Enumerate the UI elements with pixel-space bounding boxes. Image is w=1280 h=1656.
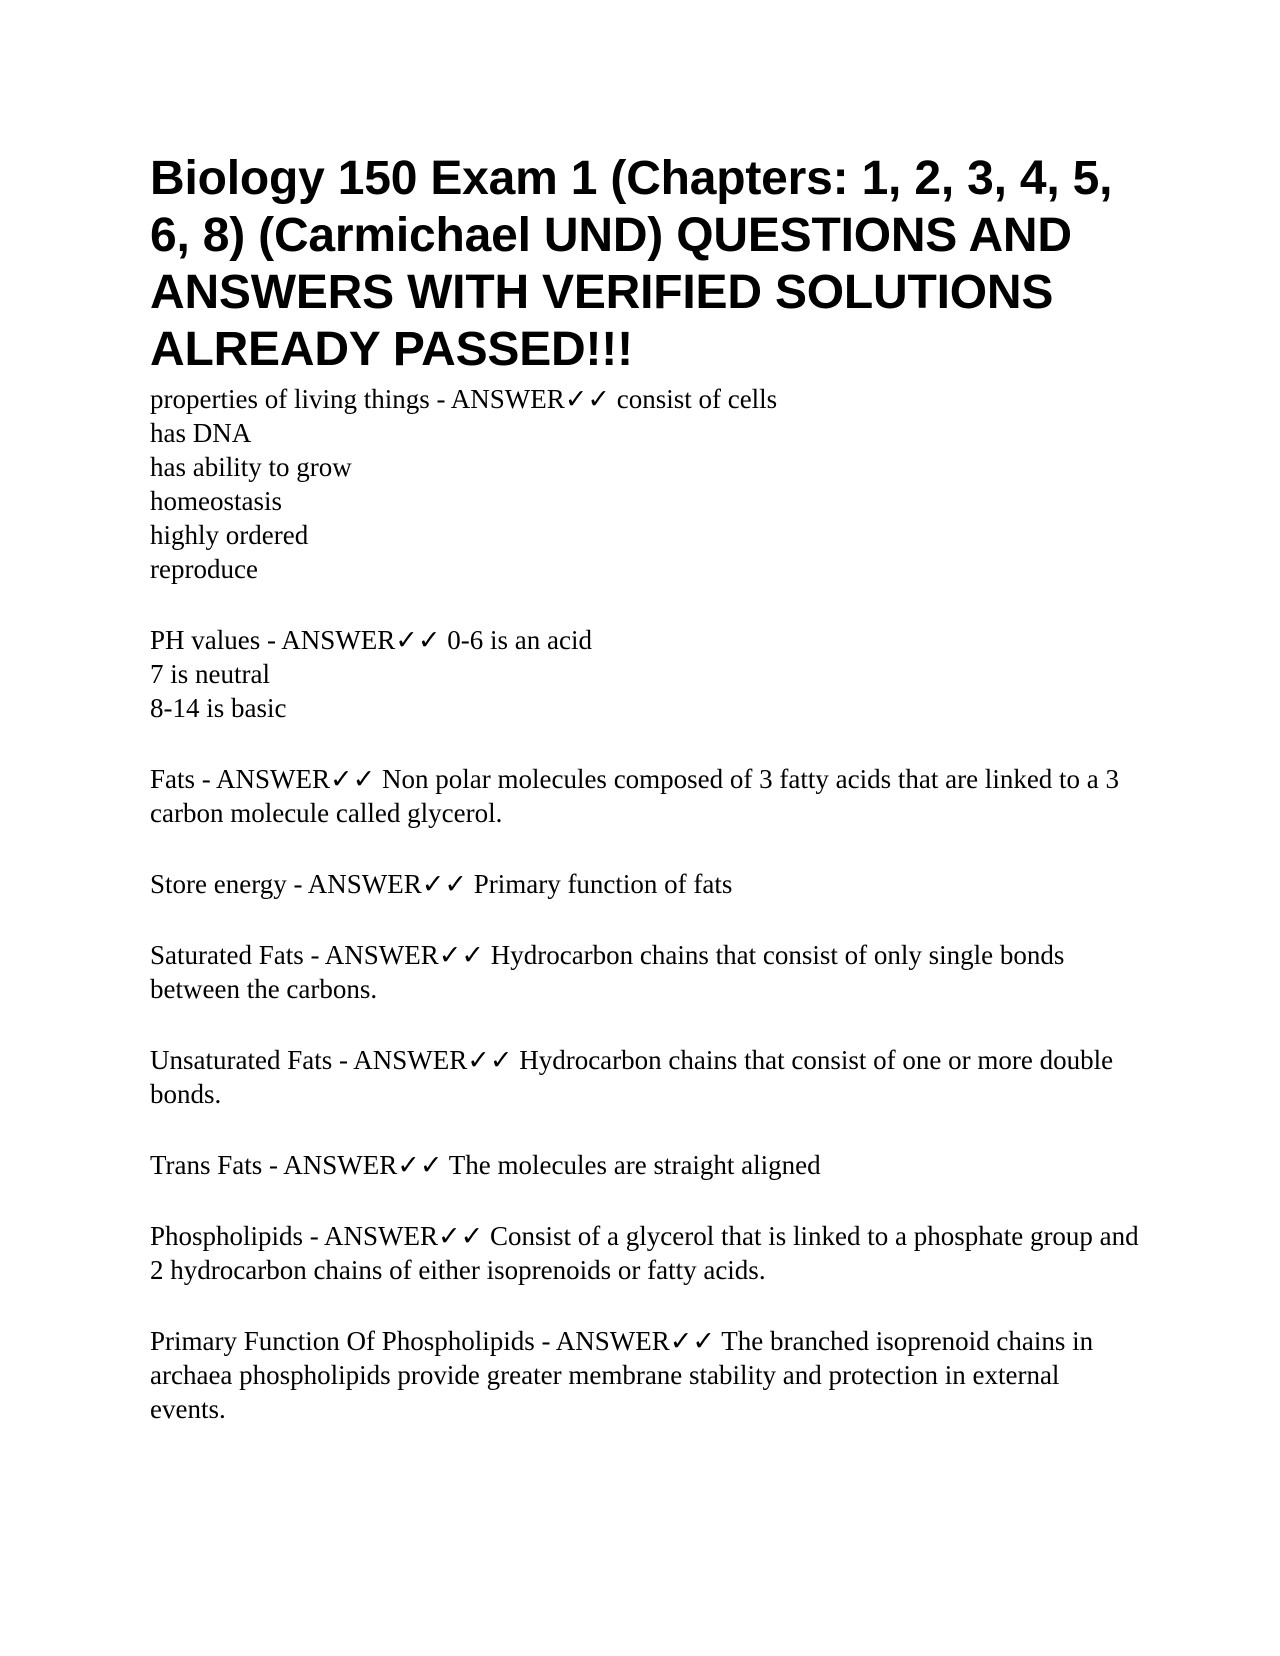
- qa-line: Phospholipids - ANSWER✓✓ Consist of a glycerol that is linked to a phosphate group and 2 hydrocarbon chains of either isoprenoids or fatty acids.: [150, 1221, 1139, 1285]
- qa-line: Saturated Fats - ANSWER✓✓ Hydrocarbon chains that consist of only single bonds between the carbons.: [150, 940, 1065, 1004]
- qa-line: Primary Function Of Phospholipids - ANSWER✓✓ The branched isoprenoid chains in archaea phospholipids provide greater membrane stability and protection in external events.: [150, 1326, 1094, 1424]
- qa-item-phospholipids: [150, 1219, 1140, 1287]
- qa-list: [150, 382, 1140, 1426]
- qa-line: highly ordered: [150, 520, 309, 550]
- qa-line: Unsaturated Fats - ANSWER✓✓ Hydrocarbon chains that consist of one or more double bonds.: [150, 1045, 1114, 1109]
- qa-item-fats: [150, 762, 1140, 830]
- qa-line: homeostasis: [150, 486, 282, 516]
- qa-line: has ability to grow: [150, 452, 352, 482]
- qa-item-unsaturated-fats: [150, 1043, 1140, 1111]
- qa-line: Trans Fats - ANSWER✓✓ The molecules are straight aligned: [150, 1150, 821, 1180]
- qa-line: 7 is neutral: [150, 659, 270, 689]
- document-title: Biology 150 Exam 1 (Chapters: 1, 2, 3, 4, 5, 6, 8) (Carmichael UND) QUESTIONS AND ANSWERS WITH VERIFIED SOLUTIONS ALREADY PASSED!!!: [150, 152, 1113, 376]
- qa-item-trans-fats: [150, 1148, 1140, 1182]
- qa-line: Fats - ANSWER✓✓ Non polar molecules composed of 3 fatty acids that are linked to a 3 carbon molecule called glycerol.: [150, 764, 1120, 828]
- qa-item-primary-function-of-phospholipids: [150, 1324, 1140, 1426]
- qa-line: properties of living things - ANSWER✓✓ consist of cells: [150, 384, 778, 414]
- qa-item-store-energy: [150, 867, 1140, 901]
- qa-line: has DNA: [150, 418, 252, 448]
- qa-item-properties-of-living-things: [150, 382, 1140, 586]
- qa-line: reproduce: [150, 554, 258, 584]
- qa-line: 8-14 is basic: [150, 693, 287, 723]
- document-page: [150, 150, 1140, 1463]
- qa-item-ph-values: [150, 623, 1140, 725]
- qa-item-saturated-fats: [150, 938, 1140, 1006]
- qa-line: Store energy - ANSWER✓✓ Primary function of fats: [150, 869, 733, 899]
- qa-line: PH values - ANSWER✓✓ 0-6 is an acid: [150, 625, 592, 655]
